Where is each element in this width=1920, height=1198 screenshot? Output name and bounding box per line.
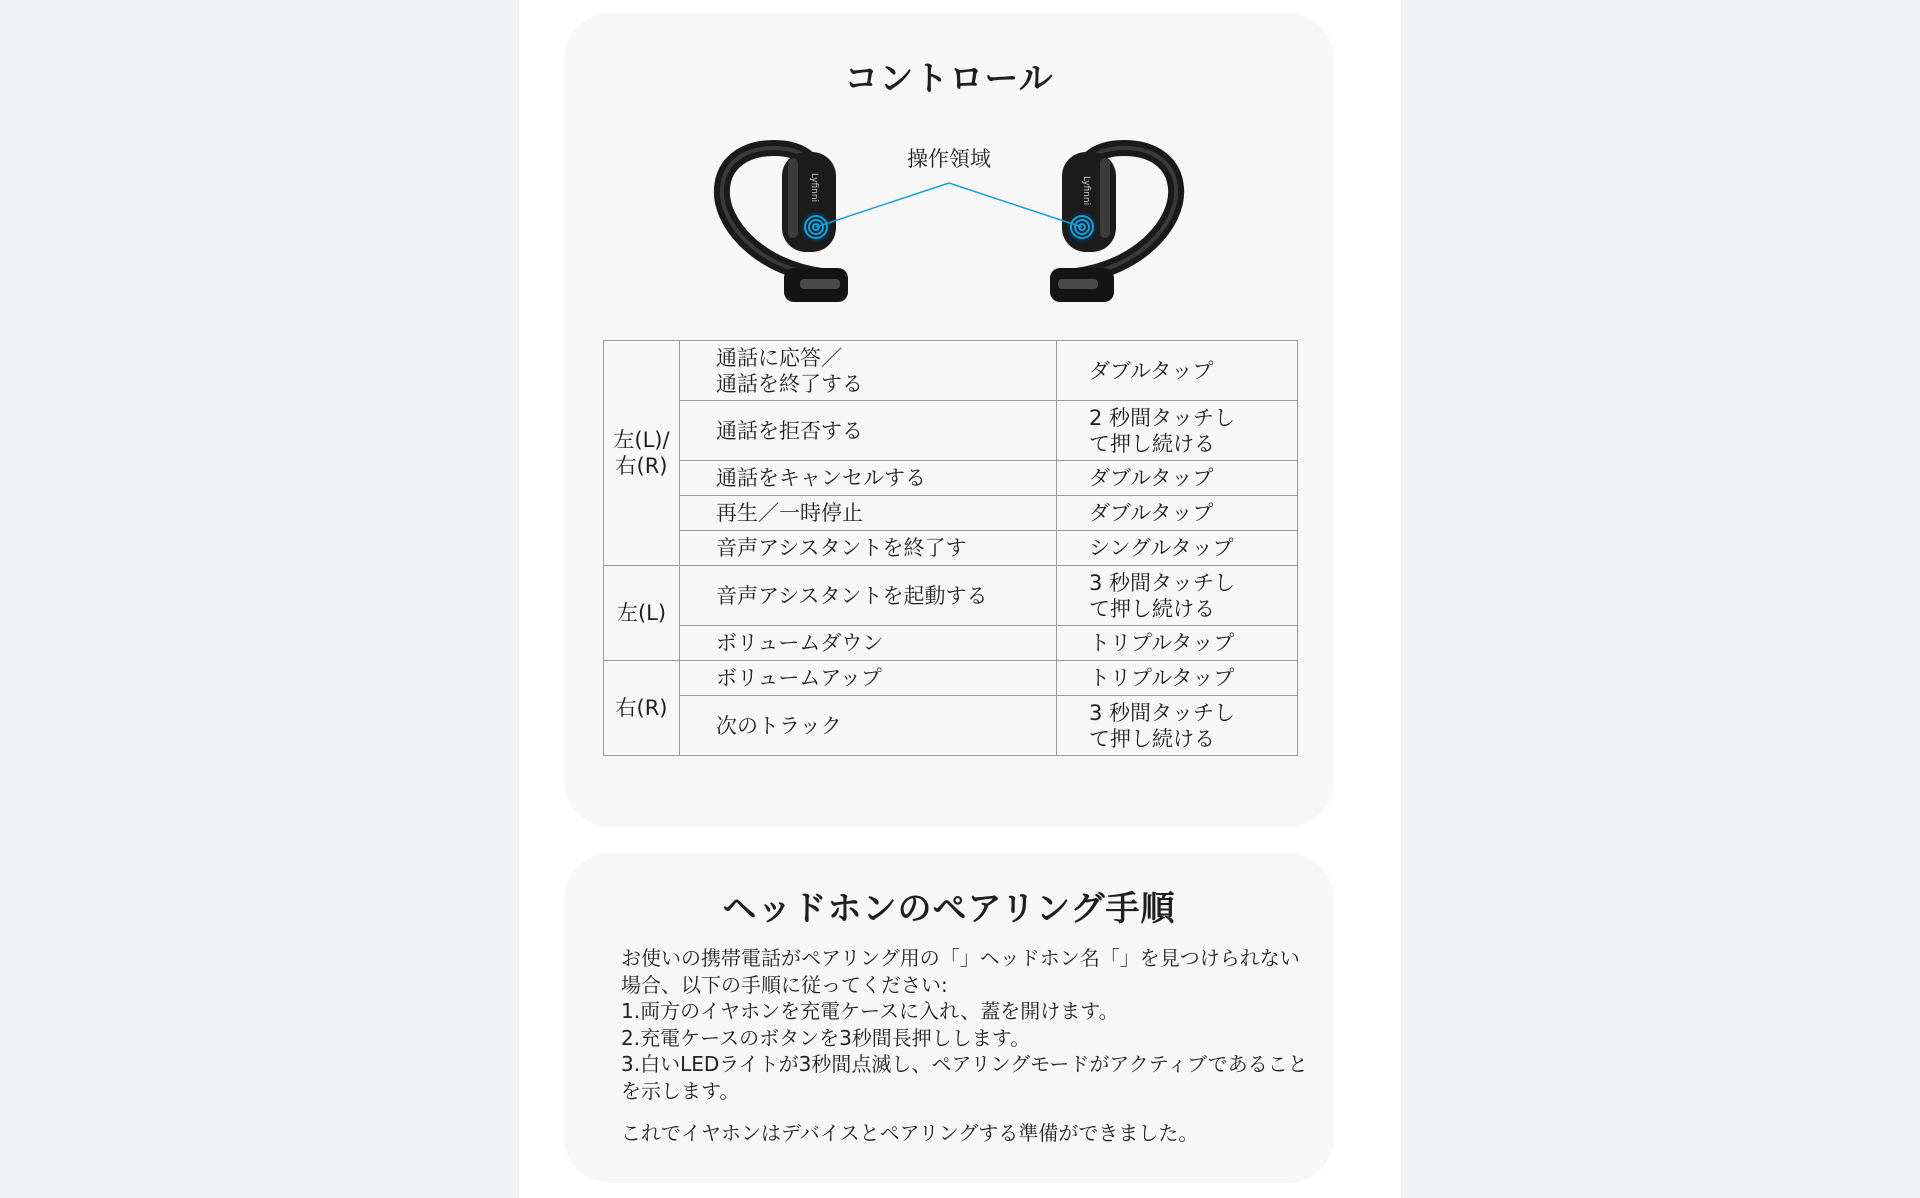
- pairing-card: [564, 853, 1334, 1183]
- right-earbud: [1050, 148, 1176, 302]
- table-row: [604, 531, 1298, 566]
- pairing-step: 3.白いLEDライトが3秒間点滅し、ペアリングモードがアクティブであることを示します。: [621, 1052, 1308, 1103]
- controls-title: コントロール: [844, 59, 1054, 99]
- gesture-cell: 3 秒間タッチし て押し続ける: [1057, 566, 1298, 626]
- action-cell: 通話を拒否する: [680, 401, 1057, 461]
- earbuds-illustration: [704, 128, 1194, 328]
- gesture-cell: 3 秒間タッチし て押し続ける: [1057, 696, 1298, 756]
- table-row: [604, 496, 1298, 531]
- action-cell: 音声アシスタントを起動する: [680, 566, 1057, 626]
- control-table: [603, 340, 1298, 756]
- gesture-cell: ダブルタップ: [1057, 461, 1298, 496]
- controls-card: [564, 13, 1334, 827]
- pairing-intro: お使いの携帯電話がペアリング用の「」ヘッドホン名「」を見つけられない場合、以下の手順に従ってください:: [621, 946, 1300, 997]
- operation-area-label: 操作領域: [907, 147, 991, 171]
- gesture-cell: シングルタップ: [1057, 531, 1298, 566]
- table-row: [604, 566, 1298, 626]
- action-cell: 通話に応答／ 通話を終了する: [680, 341, 1057, 401]
- pairing-instructions: [621, 945, 1311, 1147]
- side-cell: 左(L)/ 右(R): [604, 341, 680, 566]
- gesture-cell: トリプルタップ: [1057, 661, 1298, 696]
- side-cell: 左(L): [604, 566, 680, 661]
- left-brand-text: Lyfinni: [809, 173, 819, 203]
- table-row: [604, 661, 1298, 696]
- pairing-step: 1.両方のイヤホンを充電ケースに入れ、蓋を開けます。: [621, 999, 1119, 1023]
- pairing-title: ヘッドホンのペアリング手順: [722, 889, 1176, 929]
- action-cell: 音声アシスタントを終了す: [680, 531, 1057, 566]
- action-cell: ボリュームアップ: [680, 661, 1057, 696]
- action-cell: 次のトラック: [680, 696, 1057, 756]
- table-row: [604, 626, 1298, 661]
- left-earbud: [722, 148, 848, 302]
- action-cell: 通話をキャンセルする: [680, 461, 1057, 496]
- gesture-cell: ダブルタップ: [1057, 496, 1298, 531]
- gesture-cell: ダブルタップ: [1057, 341, 1298, 401]
- pairing-conclusion: これでイヤホンはデバイスとペアリングする準備ができました。: [621, 1121, 1199, 1145]
- table-row: [604, 461, 1298, 496]
- earbuds-diagram: [704, 128, 1194, 328]
- side-cell: 右(R): [604, 661, 680, 756]
- gesture-cell: 2 秒間タッチし て押し続ける: [1057, 401, 1298, 461]
- pairing-step: 2.充電ケースのボタンを3秒間長押しします。: [621, 1025, 1031, 1050]
- table-row: [604, 341, 1298, 401]
- action-cell: ボリュームダウン: [680, 626, 1057, 661]
- right-brand-text: Lyfinni: [1081, 176, 1091, 206]
- page: [519, 0, 1401, 1198]
- table-row: [604, 401, 1298, 461]
- gesture-cell: トリプルタップ: [1057, 626, 1298, 661]
- action-cell: 再生／一時停止: [680, 496, 1057, 531]
- table-row: [604, 696, 1298, 756]
